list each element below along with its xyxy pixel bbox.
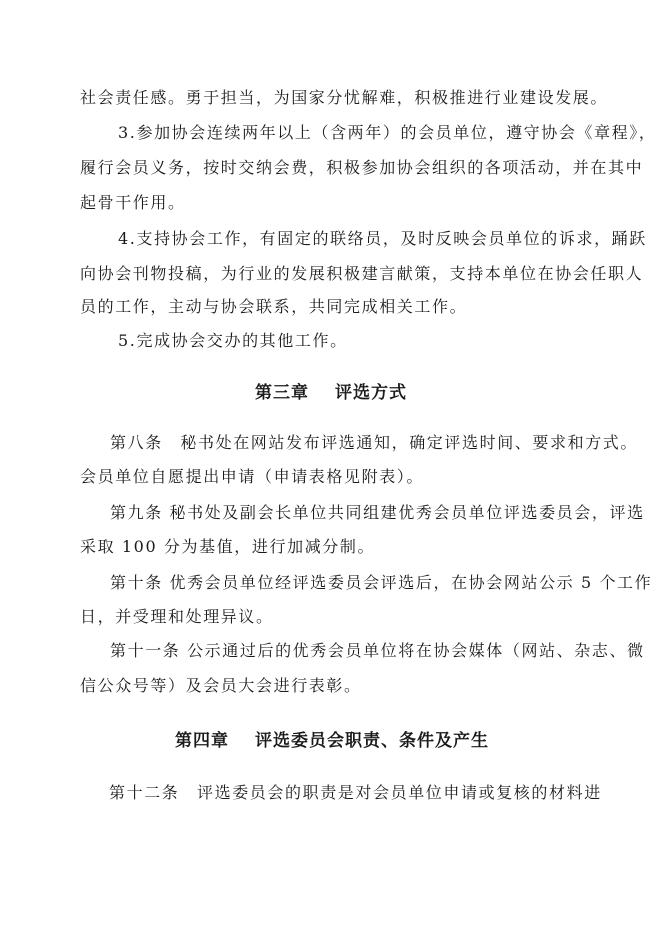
- chapter-number: 第四章: [175, 731, 229, 751]
- article-line: 会员单位自愿提出申请（申请表格见附表）。: [80, 467, 425, 486]
- paragraph-line: 起骨干作用。: [80, 193, 186, 212]
- paragraph-line: 5.完成协会交办的其他工作。: [118, 331, 348, 350]
- chapter-number: 第三章: [255, 383, 309, 403]
- chapter-heading: [175, 730, 489, 752]
- article-line: 第十条 优秀会员单位经评选委员会评选后，在协会网站公示 5 个工作: [110, 573, 653, 592]
- paragraph-line: 4.支持协会工作，有固定的联络员，及时反映会员单位的诉求，踊跃: [118, 229, 647, 248]
- paragraph-line: 履行会员义务，按时交纳会费，积极参加协会组织的各项活动，并在其中: [80, 158, 644, 177]
- article-line: 第十一条 公示通过后的优秀会员单位将在协会媒体（网站、杂志、微: [110, 641, 645, 660]
- article-line: 信公众号等）及会员大会进行表彰。: [80, 676, 362, 695]
- article-line: 第九条 秘书处及副会长单位共同组建优秀会员单位评选委员会，评选: [110, 503, 645, 522]
- article-line: 第八条 秘书处在网站发布评选通知，确定评选时间、要求和方式。: [110, 433, 639, 452]
- article-line: 日，并受理和处理异议。: [80, 607, 274, 626]
- paragraph-line: 社会责任感。勇于担当，为国家分忧解难，积极推进行业建设发展。: [80, 88, 609, 107]
- paragraph-line: 员的工作，主动与协会联系，共同完成相关工作。: [80, 297, 468, 316]
- chapter-title: 评选委员会职责、条件及产生: [255, 731, 489, 751]
- article-line: 采取 100 分为基值，进行加减分制。: [80, 537, 376, 556]
- chapter-heading: [255, 382, 407, 404]
- article-line: 第十二条 评选委员会的职责是对会员单位申请或复核的材料进: [109, 783, 602, 802]
- chapter-title: 评选方式: [335, 383, 407, 403]
- paragraph-line: 3.参加协会连续两年以上（含两年）的会员单位，遵守协会《章程》，: [118, 123, 657, 142]
- paragraph-line: 向协会刊物投稿，为行业的发展积极建言献策，支持本单位在协会任职人: [80, 264, 644, 283]
